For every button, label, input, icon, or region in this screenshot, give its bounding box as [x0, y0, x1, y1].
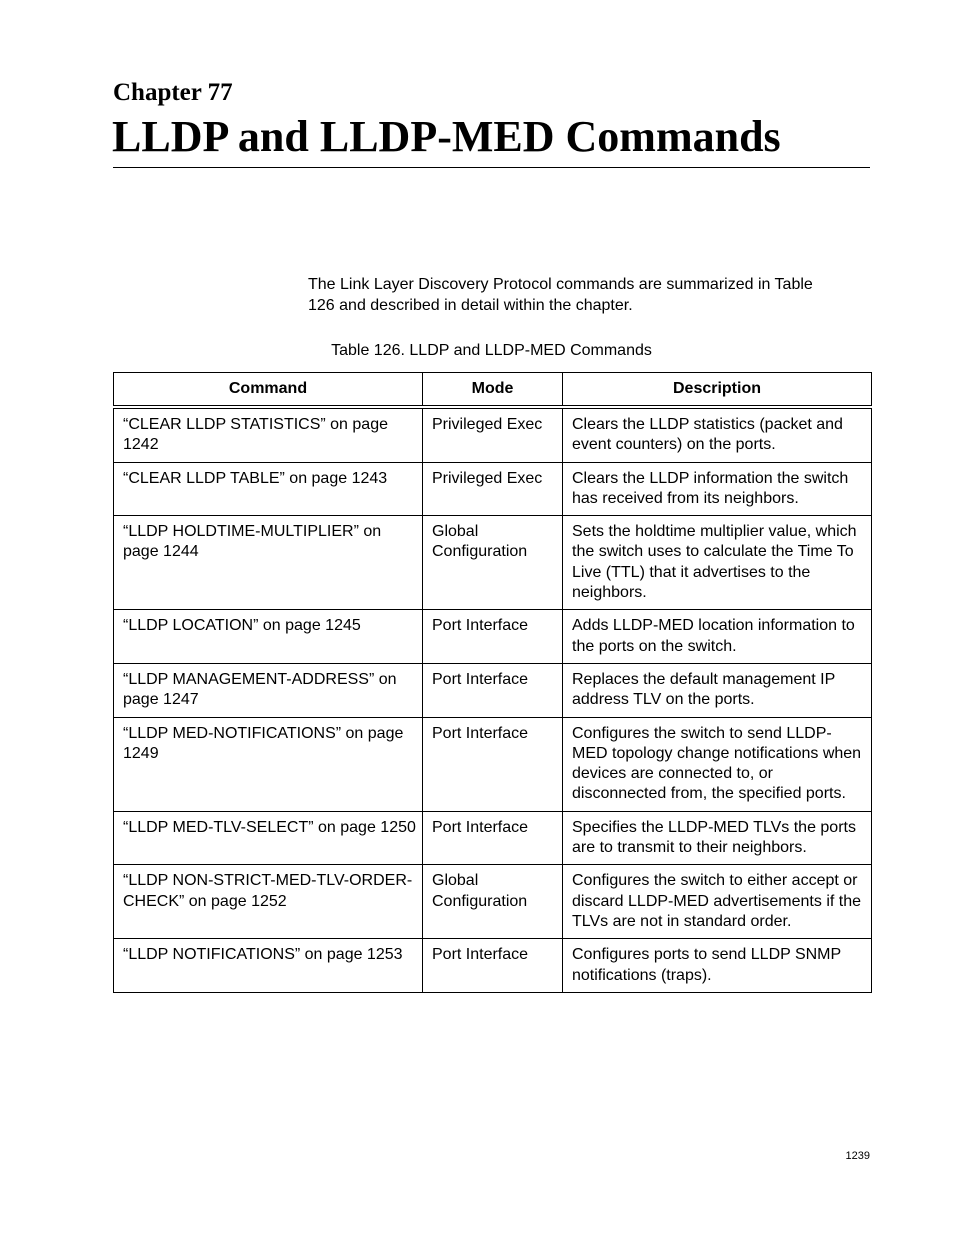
- description-cell: Clears the LLDP information the switch has received from its neighbors.: [563, 462, 872, 516]
- table-row: [114, 407, 872, 462]
- command-cell[interactable]: “LLDP MED-TLV-SELECT” on page 1250: [114, 811, 423, 865]
- title-divider: [113, 167, 870, 168]
- description-cell: Specifies the LLDP-MED TLVs the ports are to transmit to their neighbors.: [563, 811, 872, 865]
- mode-cell: Port Interface: [423, 717, 563, 811]
- table-caption: Table 126. LLDP and LLDP-MED Commands: [331, 342, 652, 359]
- chapter-title: LLDP and LLDP-MED Commands: [112, 112, 781, 161]
- mode-cell: Global Configuration: [423, 865, 563, 939]
- command-cell[interactable]: “LLDP HOLDTIME-MULTIPLIER” on page 1244: [114, 516, 423, 610]
- description-cell: Clears the LLDP statistics (packet and event counters) on the ports.: [563, 407, 872, 462]
- description-cell: Sets the holdtime multiplier value, which the switch uses to calculate the Time To Live (TTL) that it advertises to the neighbors.: [563, 516, 872, 610]
- description-cell: Adds LLDP-MED location information to the ports on the switch.: [563, 610, 872, 664]
- description-cell: Configures the switch to either accept or discard LLDP-MED advertisements if the TLVs are not in standard order.: [563, 865, 872, 939]
- description-cell: Replaces the default management IP address TLV on the ports.: [563, 663, 872, 717]
- table-row: [114, 811, 872, 865]
- description-cell: Configures the switch to send LLDP-MED topology change notifications when devices are connected to, or disconnected from, the specified ports.: [563, 717, 872, 811]
- table-row: [114, 939, 872, 993]
- column-header-mode: Mode: [423, 373, 563, 408]
- command-cell[interactable]: “LLDP MANAGEMENT-ADDRESS” on page 1247: [114, 663, 423, 717]
- table-row: [114, 610, 872, 664]
- column-header-description: Description: [563, 373, 872, 408]
- mode-cell: Privileged Exec: [423, 462, 563, 516]
- mode-cell: Port Interface: [423, 663, 563, 717]
- command-cell[interactable]: “CLEAR LLDP TABLE” on page 1243: [114, 462, 423, 516]
- page-number: 1239: [845, 1150, 870, 1162]
- mode-cell: Global Configuration: [423, 516, 563, 610]
- table-row: [114, 462, 872, 516]
- command-cell[interactable]: “LLDP MED-NOTIFICATIONS” on page 1249: [114, 717, 423, 811]
- table-row: [114, 663, 872, 717]
- table-row: [114, 717, 872, 811]
- command-cell[interactable]: “LLDP NOTIFICATIONS” on page 1253: [114, 939, 423, 993]
- commands-table: [113, 372, 872, 993]
- mode-cell: Port Interface: [423, 610, 563, 664]
- mode-cell: Privileged Exec: [423, 407, 563, 462]
- command-cell[interactable]: “LLDP LOCATION” on page 1245: [114, 610, 423, 664]
- column-header-command: Command: [114, 373, 423, 408]
- table-row: [114, 865, 872, 939]
- table-row: [114, 516, 872, 610]
- mode-cell: Port Interface: [423, 811, 563, 865]
- table-header-row: [114, 373, 872, 408]
- description-cell: Configures ports to send LLDP SNMP notifications (traps).: [563, 939, 872, 993]
- chapter-label: Chapter 77: [113, 79, 233, 106]
- intro-paragraph: The Link Layer Discovery Protocol commands are summarized in Table 126 and described in detail within the chapter.: [308, 276, 813, 314]
- mode-cell: Port Interface: [423, 939, 563, 993]
- command-cell[interactable]: “LLDP NON-STRICT-MED-TLV-ORDER-CHECK” on page 1252: [114, 865, 423, 939]
- command-cell[interactable]: “CLEAR LLDP STATISTICS” on page 1242: [114, 407, 423, 462]
